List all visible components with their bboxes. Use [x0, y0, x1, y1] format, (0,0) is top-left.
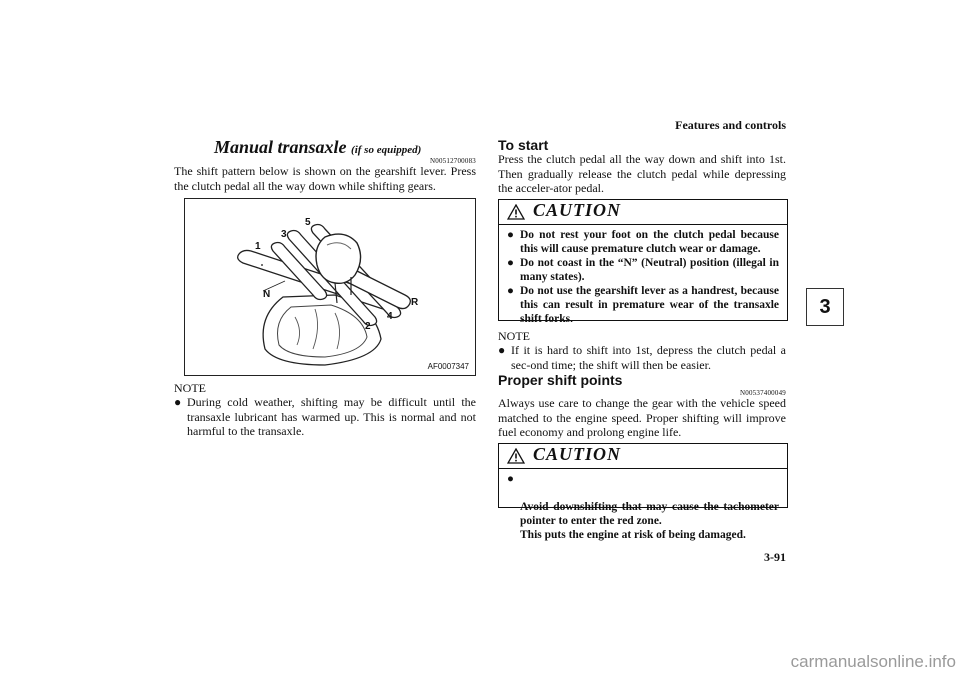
note-list-left	[174, 395, 476, 439]
bullet-icon: ●	[498, 343, 506, 357]
note-title-left: NOTE	[174, 381, 206, 395]
bullet-icon: ●	[174, 395, 182, 409]
gear-label-3: 3	[281, 229, 287, 240]
bullet-icon: ●	[507, 473, 514, 485]
watermark: carmanualsonline.info	[790, 652, 956, 671]
shift-points-code: N00537400049	[740, 389, 786, 397]
caution-header	[499, 200, 787, 225]
to-start-text: Press the clutch pedal all the way down and shift into 1st. Then gradually release the clutch pedal while depressing the acceler-ator pedal.	[498, 152, 786, 195]
note-item-text: If it is hard to shift into 1st, depress the clutch pedal a sec-ond time; the shift will then be easier.	[511, 343, 786, 372]
intro-text: The shift pattern below is shown on the gearshift lever. Press the clutch pedal all the way down while shifting gears.	[174, 164, 476, 193]
caution-box-1	[498, 199, 788, 325]
caution-box-2	[498, 443, 788, 541]
gear-label-1: 1	[255, 241, 261, 252]
to-start-title: To start	[498, 137, 549, 153]
caution-item	[507, 284, 779, 326]
gear-label-n: N	[263, 289, 271, 300]
note-item-text: During cold weather, shifting may be difficult until the transaxle lubricant has warmed up. This is normal and not harmful to the transaxle.	[187, 395, 476, 438]
caution-body	[499, 225, 787, 329]
gearshift-illustration	[185, 199, 475, 375]
section-code: N00512700083	[430, 157, 476, 165]
bullet-icon: ●	[507, 285, 514, 297]
caution-item	[507, 472, 779, 542]
caution-header	[499, 444, 787, 469]
caution-item-text: Do not rest your foot on the clutch pedal because this will cause premature clutch wear or damage.	[520, 229, 779, 255]
note-item	[498, 343, 786, 372]
shift-points-text: Always use care to change the gear with the vehicle speed matched to the engine speed. Proper shifting will improve fuel economy and prolong engine life.	[498, 396, 786, 439]
section-title	[214, 137, 421, 158]
caution-body	[499, 469, 787, 545]
shift-points-title: Proper shift points	[498, 372, 623, 388]
caution-item	[507, 228, 779, 256]
gearshift-figure	[184, 198, 476, 376]
caution-word: CAUTION	[533, 200, 622, 220]
gear-label-2: 2	[365, 321, 371, 332]
gear-label-4: 4	[387, 311, 393, 322]
caution-item-text: Do not use the gearshift lever as a handrest, because this can result in premature wear of the transaxle shift forks.	[520, 285, 779, 325]
chapter-tab: 3	[806, 288, 844, 326]
caution-word: CAUTION	[533, 444, 622, 464]
page-number: 3-91	[764, 550, 786, 564]
figure-code: AF0007347	[427, 362, 469, 371]
page-header-title: Features and controls	[675, 118, 786, 132]
note-title-right: NOTE	[498, 329, 530, 343]
warning-triangle-icon	[507, 448, 525, 464]
section-title-suffix: (if so equipped)	[351, 144, 422, 156]
warning-triangle-icon	[507, 204, 525, 220]
note-item	[174, 395, 476, 439]
gear-label-r: R	[411, 297, 419, 308]
gear-label-5: 5	[305, 217, 311, 228]
bullet-icon: ●	[507, 229, 514, 241]
caution-item	[507, 256, 779, 284]
caution-item-text: Do not coast in the “N” (Neutral) position (illegal in many states).	[520, 257, 779, 283]
section-title-text: Manual transaxle	[214, 137, 347, 157]
caution-item-text: Avoid downshifting that may cause the tachometer pointer to enter the red zone. This puts the engine at risk of being damaged.	[520, 501, 779, 541]
note-list-right	[498, 343, 786, 372]
bullet-icon: ●	[507, 257, 514, 269]
